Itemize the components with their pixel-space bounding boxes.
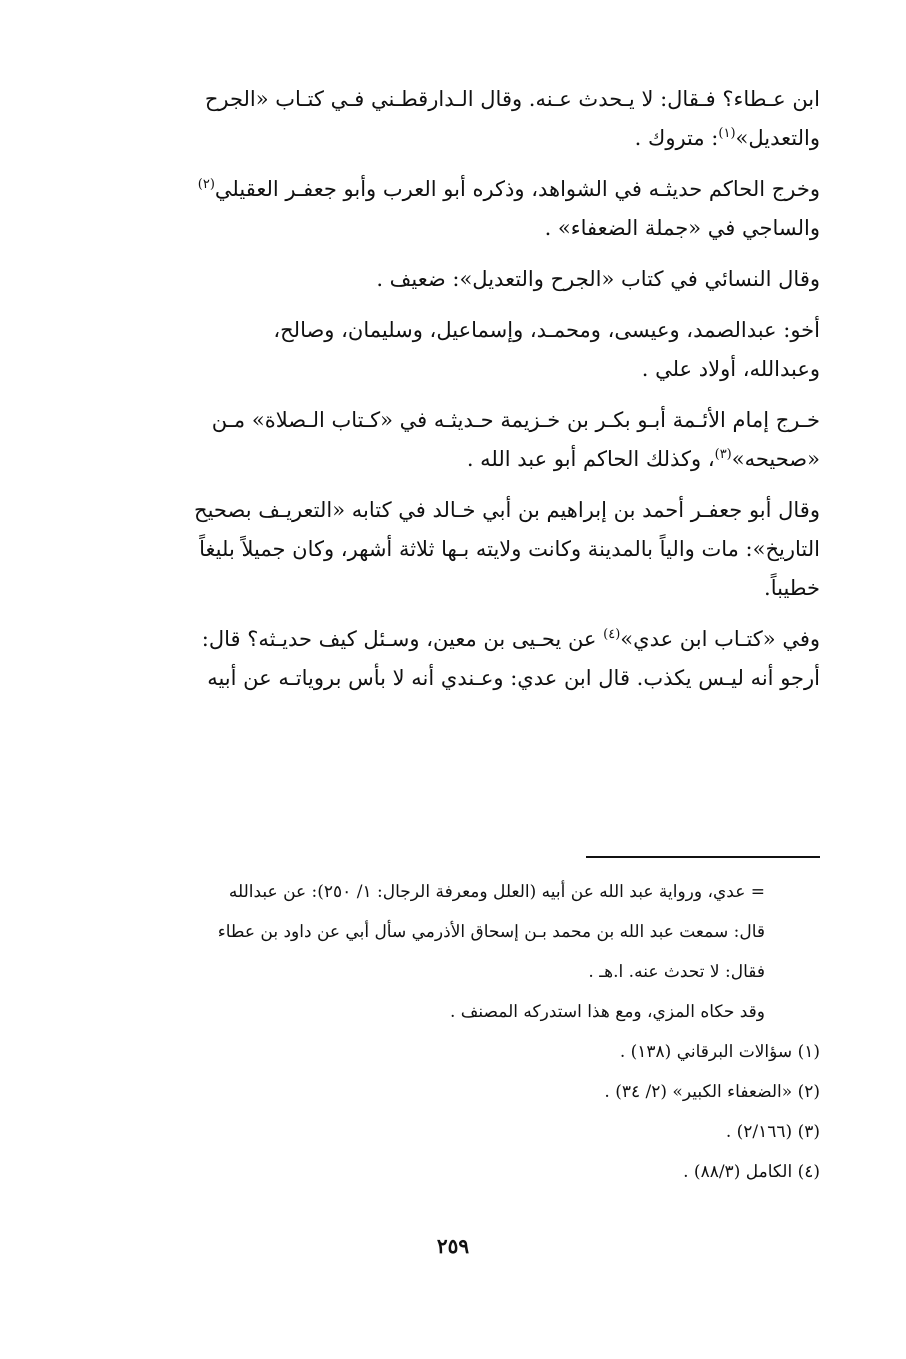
paragraph-1-line-2-text: والتعديل» xyxy=(735,126,820,150)
footnotes xyxy=(120,872,820,1192)
paragraph-7-line-1 xyxy=(120,620,820,659)
paragraph-2 xyxy=(120,170,820,248)
paragraph-1-line-2-end: : متروك . xyxy=(634,126,719,150)
paragraph-5-line-2 xyxy=(120,440,820,479)
paragraph-3-line-1: وقال النسائي في كتاب «الجرح والتعديل»: ضعيف . xyxy=(376,267,820,291)
paragraph-4-line-2: وعبدالله، أولاد علي . xyxy=(641,357,820,381)
footnote-ref-4[interactable]: (٤) xyxy=(603,627,621,642)
paragraph-5 xyxy=(120,401,820,479)
paragraph-2-line-1-text: وخرج الحاكم حديثـه في الشواهد، وذكره أبو العرب وأبو جعفـر العقيلي xyxy=(214,177,820,201)
paragraph-2-line-2: والساجي في «جملة الضعفاء» . xyxy=(544,216,820,240)
footnote-2: (٢) «الضعفاء الكبير» (٢/ ٣٤) . xyxy=(604,1082,820,1102)
paragraph-7-line-1-start: وفي «كتـاب ابن عدي» xyxy=(620,627,820,651)
page-number: ٢٥٩ xyxy=(436,1234,470,1258)
footnote-separator xyxy=(586,856,820,858)
main-text xyxy=(120,80,820,710)
paragraph-1-line-2 xyxy=(120,119,820,158)
footnote-continuation-line-4: وقد حكاه المزي، ومع هذا استدركه المصنف . xyxy=(450,1002,765,1022)
footnote-continuation-line-1: = عدي، ورواية عبد الله عن أبيه (العلل ومعرفة الرجال: ١/ ٢٥٠): عن عبدالله xyxy=(228,882,765,902)
paragraph-7-line-2: أرجو أنه ليـس يكذب. قال ابن عدي: وعـندي أنه لا بأس بروياتـه عن أبيه xyxy=(207,666,820,690)
paragraph-6-line-3: خطيباً. xyxy=(764,576,820,600)
paragraph-4 xyxy=(120,311,820,389)
paragraph-6-line-1: وقال أبو جعفـر أحمد بن إبراهيم بن أبي خـالد في كتابه «التعريـف بصحيح xyxy=(194,498,820,522)
paragraph-3 xyxy=(120,260,820,299)
paragraph-1-line-1: ابن عـطاء؟ فـقال: لا يـحدث عـنه. وقال الـدارقطـني فـي كتـاب «الجرح xyxy=(204,87,820,111)
footnote-3: (٣) (٢/١٦٦) . xyxy=(725,1122,820,1142)
paragraph-5-line-1: خـرج إمام الأئـمة أبـو بكـر بن خـزيمة حـديثـه في «كـتاب الـصلاة» مـن xyxy=(211,408,820,432)
footnote-1: (١) سؤالات البرقاني (١٣٨) . xyxy=(619,1042,820,1062)
paragraph-2-line-1 xyxy=(120,170,820,209)
footnote-ref-2[interactable]: (٢) xyxy=(197,177,215,192)
footnote-continuation-line-2: قال: سمعت عبد الله بن محمد بـن إسحاق الأذرمي سأل أبي عن داود بن عطاء xyxy=(217,922,765,942)
paragraph-4-line-1: أخو: عبدالصمد، وعيسى، ومحمـد، وإسماعيل، وسليمان، وصالح، xyxy=(273,318,820,342)
paragraph-5-line-2-text: «صحيحه» xyxy=(731,447,820,471)
footnote-continuation-line-3: فقال: لا تحدث عنه. ا.هـ . xyxy=(588,962,765,982)
paragraph-7 xyxy=(120,620,820,698)
paragraph-1 xyxy=(120,80,820,158)
footnote-ref-3[interactable]: (٣) xyxy=(714,447,732,462)
paragraph-7-line-1-end: عن يحـيى بن معين، وسـئل كيف حديـثه؟ قال: xyxy=(201,627,604,651)
paragraph-6-line-2: التاريخ»: مات والياً بالمدينة وكانت ولايته بـها ثلاثة أشهر، وكان جميلاً بليغاً xyxy=(199,537,820,561)
paragraph-6 xyxy=(120,491,820,608)
paragraph-5-line-2-end: ، وكذلك الحاكم أبو عبد الله . xyxy=(466,447,715,471)
footnote-ref-1[interactable]: (١) xyxy=(718,126,736,141)
footnote-4: (٤) الكامل (٨٨/٣) . xyxy=(683,1162,820,1182)
